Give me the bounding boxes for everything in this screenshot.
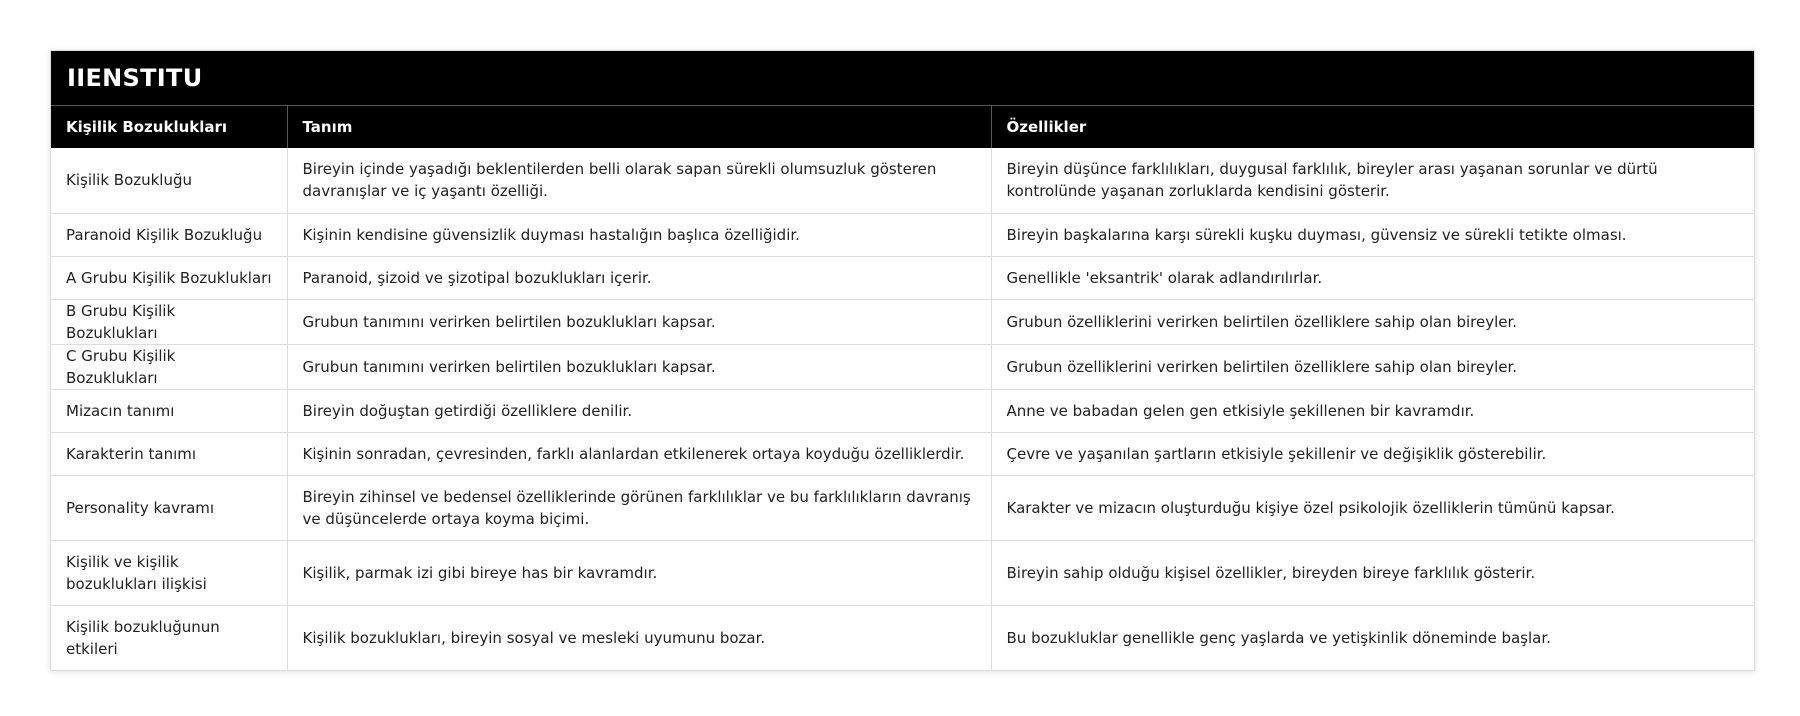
table-row xyxy=(51,148,1754,213)
cell-features: Grubun özelliklerini verirken belirtilen özelliklere sahip olan bireyler. xyxy=(991,299,1754,344)
cell-features: Çevre ve yaşanılan şartların etkisiyle şekillenir ve değişiklik gösterebilir. xyxy=(991,432,1754,475)
cell-disorder: Kişilik Bozukluğu xyxy=(51,148,287,213)
cell-definition: Paranoid, şizoid ve şizotipal bozuklukları içerir. xyxy=(287,256,991,299)
table-row xyxy=(51,299,1754,344)
brand-title: IIENSTITU xyxy=(51,51,1754,106)
cell-disorder: A Grubu Kişilik Bozuklukları xyxy=(51,256,287,299)
cell-definition: Bireyin doğuştan getirdiği özelliklere denilir. xyxy=(287,389,991,432)
cell-definition: Grubun tanımını verirken belirtilen bozuklukları kapsar. xyxy=(287,299,991,344)
data-table-container xyxy=(50,50,1755,671)
cell-features: Bireyin sahip olduğu kişisel özellikler, bireyden bireye farklılık gösterir. xyxy=(991,540,1754,605)
cell-definition: Bireyin içinde yaşadığı beklentilerden belli olarak sapan sürekli olumsuzluk gösteren davranışlar ve iç yaşantı özelliği. xyxy=(287,148,991,213)
table-row xyxy=(51,475,1754,540)
cell-features: Bireyin başkalarına karşı sürekli kuşku duyması, güvensiz ve sürekli tetikte olması. xyxy=(991,213,1754,256)
header-features: Özellikler xyxy=(991,106,1754,148)
cell-features: Grubun özelliklerini verirken belirtilen özelliklere sahip olan bireyler. xyxy=(991,344,1754,389)
header-disorders: Kişilik Bozuklukları xyxy=(51,106,287,148)
cell-disorder: C Grubu Kişilik Bozuklukları xyxy=(51,344,287,389)
cell-definition: Kişilik bozuklukları, bireyin sosyal ve mesleki uyumunu bozar. xyxy=(287,605,991,670)
cell-definition: Grubun tanımını verirken belirtilen bozuklukları kapsar. xyxy=(287,344,991,389)
cell-disorder: Personality kavramı xyxy=(51,475,287,540)
table-row xyxy=(51,213,1754,256)
cell-definition: Kişinin sonradan, çevresinden, farklı alanlardan etkilenerek ortaya koyduğu özelliklerdir. xyxy=(287,432,991,475)
cell-features: Bu bozukluklar genellikle genç yaşlarda ve yetişkinlik döneminde başlar. xyxy=(1006,628,1551,647)
cell-disorder: Mizacın tanımı xyxy=(51,389,287,432)
cell-definition: Kişinin kendisine güvensizlik duyması hastalığın başlıca özelliğidir. xyxy=(287,213,991,256)
cell-disorder: Karakterin tanımı xyxy=(51,432,287,475)
table-row xyxy=(51,605,1754,670)
cell-features: Karakter ve mizacın oluşturduğu kişiye özel psikolojik özelliklerin tümünü kapsar. xyxy=(991,475,1754,540)
table-row xyxy=(51,540,1754,605)
cell-features: Anne ve babadan gelen gen etkisiyle şekillenen bir kavramdır. xyxy=(991,389,1754,432)
cell-disorder: Paranoid Kişilik Bozukluğu xyxy=(51,213,287,256)
cell-definition: Bireyin zihinsel ve bedensel özelliklerinde görünen farklılıklar ve bu farklılıkların davranış ve düşüncelerde ortaya koyma biçimi. xyxy=(287,475,991,540)
table-row xyxy=(51,432,1754,475)
personality-disorders-table xyxy=(51,106,1754,670)
cell-features: Bireyin düşünce farklılıkları, duygusal farklılık, bireyler arası yaşanan sorunlar ve dürtü kontrolünde yaşanan zorluklarda kendisini gösterir. xyxy=(991,148,1754,213)
table-row xyxy=(51,389,1754,432)
cell-features: Genellikle 'eksantrik' olarak adlandırılırlar. xyxy=(991,256,1754,299)
table-row xyxy=(51,344,1754,389)
cell-definition: Kişilik, parmak izi gibi bireye has bir kavramdır. xyxy=(287,540,991,605)
header-definition: Tanım xyxy=(287,106,991,148)
table-row xyxy=(51,256,1754,299)
cell-disorder: Kişilik bozukluğunun etkileri xyxy=(51,605,287,670)
table-header-row xyxy=(51,106,1754,148)
cell-disorder: B Grubu Kişilik Bozuklukları xyxy=(51,299,287,344)
cell-disorder: Kişilik ve kişilik bozuklukları ilişkisi xyxy=(51,540,287,605)
